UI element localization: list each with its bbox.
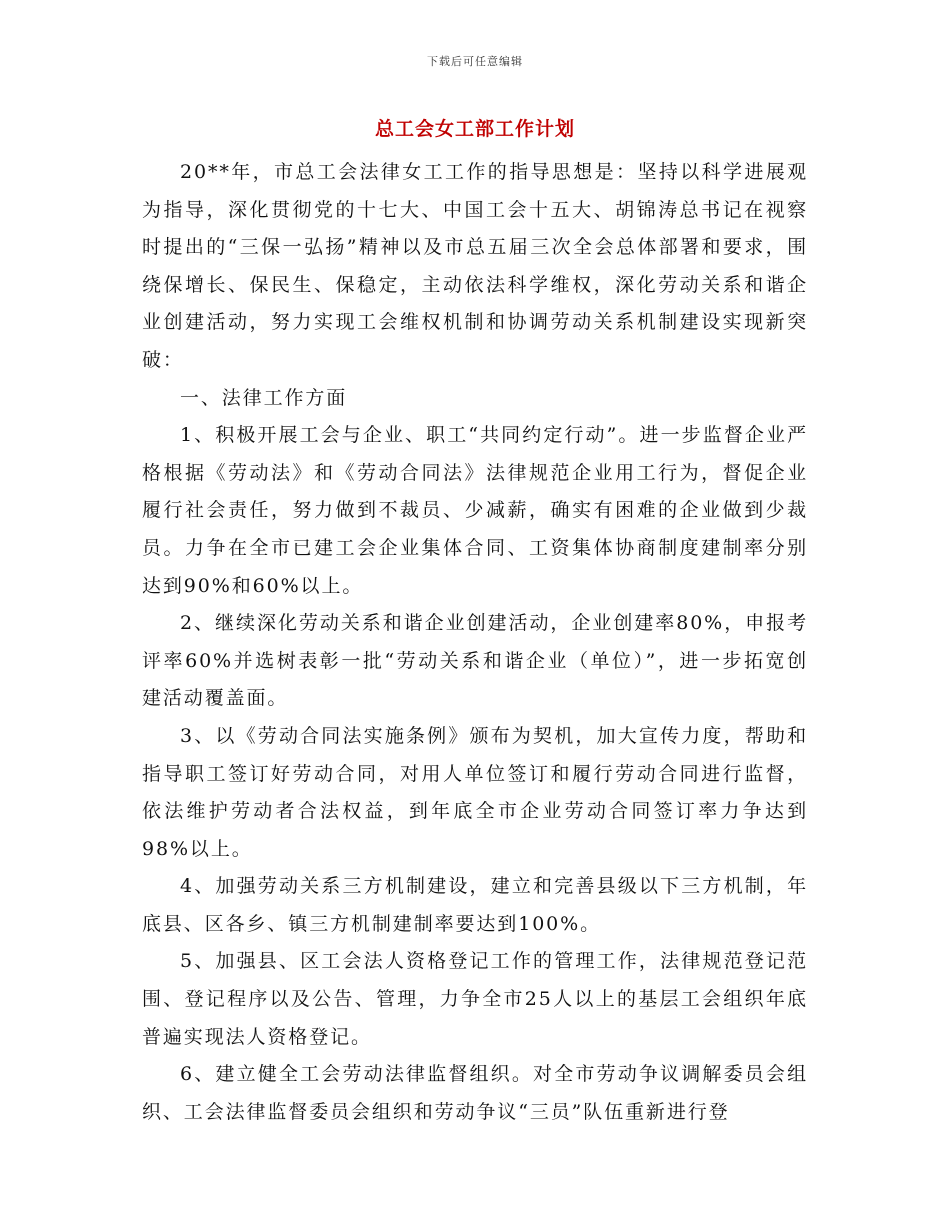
- paragraph-intro: 20**年，市总工会法律女工工作的指导思想是：坚持以科学进展观为指导，深化贯彻党的十七大、中国工会十五大、胡锦涛总书记在视察时提出的“三保一弘扬”精神以及市总五届三次全会总体部署和要求，围绕保增长、保民生、保稳定，主动依法科学维权，深化劳动关系和谐企业创建活动，努力实现工会维权机制和协调劳动关系机制建设实现新突破：: [142, 161, 808, 371]
- section-heading-legal-work: 一、法律工作方面: [180, 386, 348, 409]
- paragraph-item-4: 4、加强劳动关系三方机制建设，建立和完善县级以下三方机制，年底县、区各乡、镇三方机制建制率要达到100%。: [142, 875, 808, 935]
- document-title: 总工会女工部工作计划: [374, 118, 575, 140]
- header-note: 下载后可任意编辑: [427, 55, 523, 68]
- document-body: [142, 154, 808, 1131]
- paragraph-item-5: 5、加强县、区工会法人资格登记工作的管理工作，法律规范登记范围、登记程序以及公告、管理，力争全市25人以上的基层工会组织年底普遍实现法人资格登记。: [142, 950, 808, 1048]
- paragraph-item-6: 6、建立健全工会劳动法律监督组织。对全市劳动争议调解委员会组织、工会法律监督委员会组织和劳动争议“三员”队伍重新进行登: [142, 1063, 808, 1123]
- paragraph-item-2: 2、继续深化劳动关系和谐企业创建活动，企业创建率80%，申报考评率60%并选树表彰一批“劳动关系和谐企业（单位）”，进一步拓宽创建活动覆盖面。: [142, 612, 808, 710]
- paragraph-item-1: 1、积极开展工会与企业、职工“共同约定行动”。进一步监督企业严格根据《劳动法》和《劳动合同法》法律规范企业用工行为，督促企业履行社会责任，努力做到不裁员、少减薪，确实有困难的企业做到少裁员。力争在全市已建工会企业集体合同、工资集体协商制度建制率分别达到90%和60%以上。: [142, 424, 808, 597]
- paragraph-item-3: 3、以《劳动合同法实施条例》颁布为契机，加大宣传力度，帮助和指导职工签订好劳动合同，对用人单位签订和履行劳动合同进行监督，依法维护劳动者合法权益，到年底全市企业劳动合同签订率力争达到98%以上。: [142, 724, 808, 860]
